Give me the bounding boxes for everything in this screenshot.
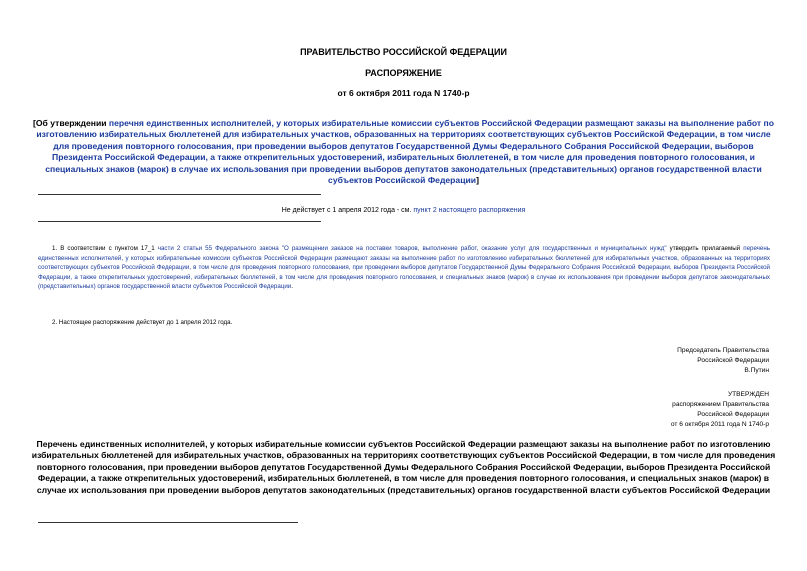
paragraph-2-text: 2. Настоящее распоряжение действует до 1 апреля 2012 года.: [52, 319, 233, 326]
list-link[interactable]: перечень единственных исполнителей, у которых избирательные комиссии субъектов Российской Федерации размещают заказы на выполнение работ по изготовлению избирательных бюллетеней для избирательных участков, образованных на территориях соответствующих субъектов Российской Федерации, в том числе для проведения повторного голосования, при проведении выборов депутатов Государственной Думы Федерального Собрания Российской Федерации, выборов Президента Российской Федерации, а также открепительных удостоверений, избирательных бюллетеней, в том числе для проведения повторного голосования, и специальных знаков (марок) в случае их использования при проведении выборов депутатов законодательных (представительных) органов государственной власти субъектов Российской Федерации: [38, 245, 770, 291]
list-title: Перечень единственных исполнителей, у которых избирательные комиссии субъектов Российской Федерации размещают заказы на выполнение работ по изготовлению избирательных бюллетеней для избирательных участков, образованных на территориях соответствующих субъектов Российской Федерации, в том числе для проведения повторного голосования, при проведении выборов депутатов Государственной Думы Федерального Собрания Российской Федерации, выборов Президента Российской Федерации, а также открепительных удостоверений, избирательных бюллетеней, в том числе для проведения повторного голосования, и специальных знаков (марок) в случае их использования при проведении выборов депутатов законодательных (представительных) органов государственной власти субъектов Российской Федерации: [31, 439, 776, 495]
signature-title: Председатель Правительства: [677, 347, 769, 354]
signature-name: В.Путин: [744, 367, 769, 374]
paragraph-1-text: 1. В соответствии с пунктом 17_1: [52, 245, 158, 252]
divider: [38, 194, 321, 195]
document-type-heading: РАСПОРЯЖЕНИЕ: [365, 68, 442, 78]
title-suffix: ]: [476, 175, 479, 186]
approval-line: Российской Федерации: [697, 411, 769, 418]
document-title: [30, 118, 777, 186]
title-link[interactable]: перечня единственных исполнителей, у которых избирательные комиссии субъектов Российской Федерации размещают заказы на выполнение работ по изготовлению избирательных бюллетеней для избирательных участков, образованных на территориях соответствующих субъектов Российской Федерации, в том числе для проведения повторного голосования, при проведении выборов депутатов Государственной Думы Федерального Собрания Российской Федерации, выборов Президента Российской Федерации, а также открепительных удостоверений, избирательных бюллетеней, в том числе для проведения повторного голосования, и специальных знаков (марок) в случае их использования при проведении выборов депутатов законодательных (представительных) органов государственной власти субъектов Российской Федерации: [36, 118, 774, 186]
approval-heading: УТВЕРЖДЕН: [727, 391, 769, 398]
divider: [38, 221, 321, 222]
paragraph-1-text: .: [291, 283, 293, 291]
notice-link[interactable]: пункт 2 настоящего распоряжения: [413, 207, 526, 214]
government-heading: ПРАВИТЕЛЬСТВО РОССИЙСКОЙ ФЕДЕРАЦИИ: [300, 47, 507, 57]
approval-line: от 6 октября 2011 года N 1740-р: [670, 421, 769, 428]
divider: [38, 522, 298, 523]
approval-block: [469, 390, 769, 430]
paragraph-2: [38, 318, 770, 328]
notice-text: Не действует с 1 апреля 2012 года - см.: [281, 207, 414, 214]
approval-line: распоряжением Правительства: [672, 401, 769, 408]
validity-notice: [0, 207, 807, 214]
paragraph-1-text: утвердить прилагаемый: [666, 245, 744, 252]
signature-block: [469, 346, 769, 376]
paragraph-1: [38, 244, 770, 292]
signature-country: Российской Федерации: [697, 357, 769, 364]
law-link[interactable]: части 2 статьи 55 Федерального закона "О размещении заказов на поставки товаров, выполнение работ, оказание услуг для государственных и муниципальных нужд": [157, 245, 667, 252]
document-date-number: от 6 октября 2011 года N 1740-р: [337, 88, 470, 98]
title-prefix: [Об утверждении: [33, 118, 109, 128]
